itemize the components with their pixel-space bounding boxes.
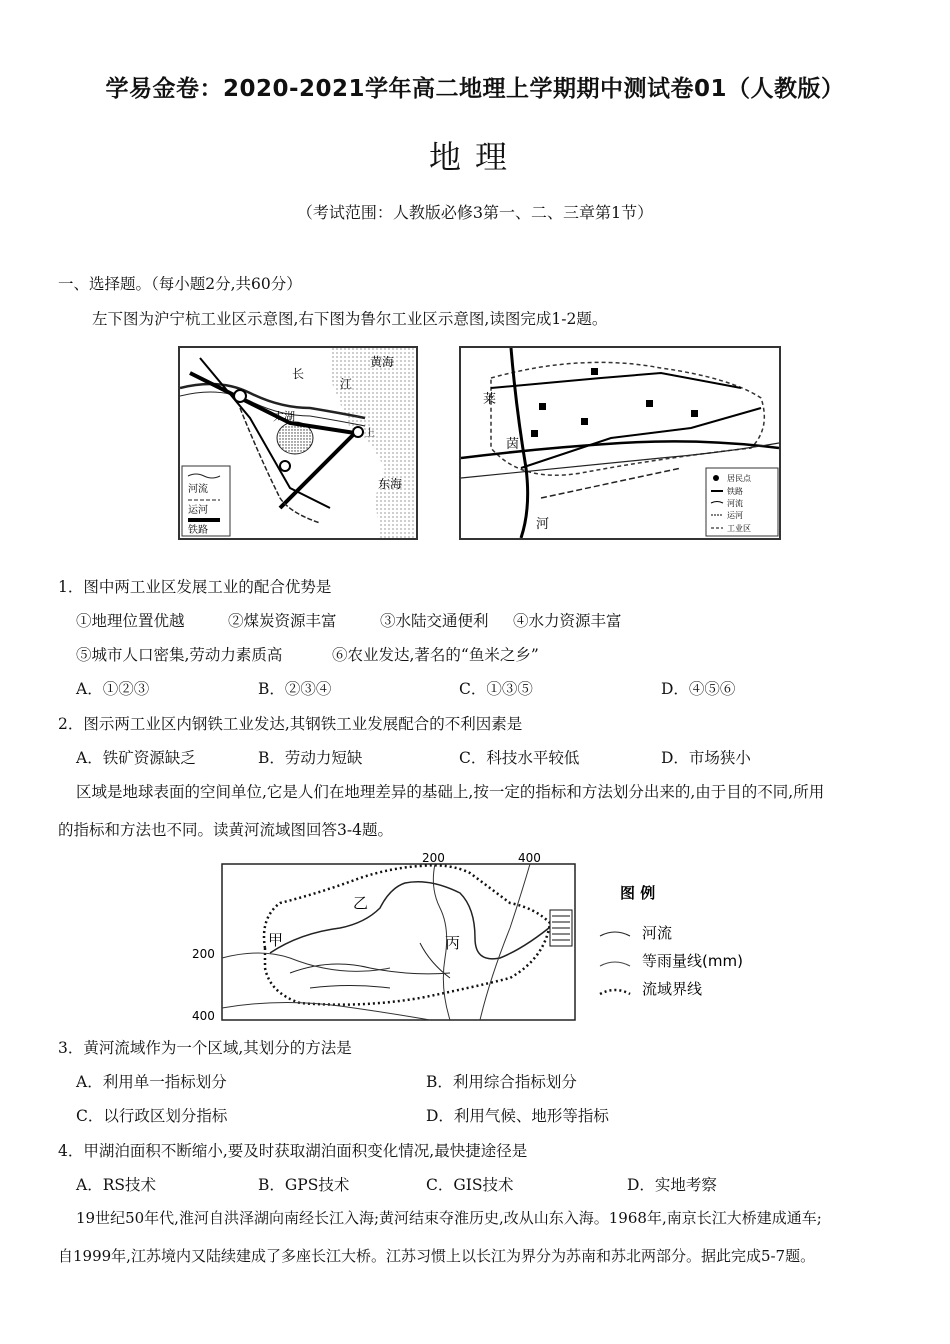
q1-item-2: ②煤炭资源丰富 <box>228 612 337 630</box>
legend-river-r: 河流 <box>727 499 743 508</box>
legend-settlement-icon <box>713 475 719 481</box>
q1-item-6: ⑥农业发达,著名的“鱼米之乡” <box>332 646 539 664</box>
legend-river: 河流 <box>188 484 208 495</box>
settlement-3 <box>531 430 538 437</box>
intro-q5-7-line2: 自1999年,江苏境内又陆续建成了多座长江大桥。江苏习惯上以长江为界分为苏南和苏北两部分。据此完成5-7题。 <box>58 1247 816 1265</box>
city-hangzhou <box>280 461 290 471</box>
city-shanghai <box>353 427 363 437</box>
label-huanghai: 黄海 <box>370 355 395 369</box>
label-lai: 莱 <box>483 392 497 407</box>
q1-item-5: ⑤城市人口密集,劳动力素质高 <box>76 646 283 664</box>
label-he: 河 <box>536 517 550 532</box>
q2-option-c[interactable]: C．科技水平较低 <box>459 749 580 767</box>
q4-option-c[interactable]: C．GIS技术 <box>426 1176 514 1194</box>
q3-option-c[interactable]: C．以行政区划分指标 <box>76 1107 228 1125</box>
legend-boundary: 流域界线 <box>642 980 703 998</box>
q4-option-d[interactable]: D．实地考察 <box>627 1176 717 1194</box>
label-yi: 乙 <box>353 894 369 912</box>
q2-option-d[interactable]: D．市场狭小 <box>661 749 751 767</box>
q1-option-c[interactable]: C．①③⑤ <box>459 680 533 698</box>
city-nanjing <box>234 390 246 402</box>
q4-stem: 4．甲湖泊面积不断缩小,要及时获取湖泊面积变化情况,最快捷途径是 <box>58 1142 528 1160</box>
q1-item-1: ①地理位置优越 <box>76 612 185 630</box>
railway-middle <box>521 408 761 468</box>
yellow-river-drawing <box>190 848 770 1026</box>
intro-q1-2: 左下图为沪宁杭工业区示意图,右下图为鲁尔工业区示意图,读图完成1-2题。 <box>92 310 608 328</box>
legend-railway: 铁路 <box>188 525 208 536</box>
label-jia: 甲 <box>268 931 284 949</box>
q4-option-a[interactable]: A．RS技术 <box>76 1176 156 1194</box>
contour-label-200-left: 200 <box>192 947 215 961</box>
exam-scope: （考试范围：人教版必修3第一、二、三章第1节） <box>296 203 654 222</box>
section-heading: 一、选择题。（每小题2分,共60分） <box>58 275 302 293</box>
legend-canal: 运河 <box>188 505 208 516</box>
q2-option-a[interactable]: A．铁矿资源缺乏 <box>76 749 196 767</box>
legend-river-y: 河流 <box>642 924 673 942</box>
contour-label-200-top: 200 <box>422 851 445 865</box>
legend-zone: 工业区 <box>727 524 751 533</box>
legend-isohyet: 等雨量线(mm) <box>642 952 743 970</box>
q2-option-b[interactable]: B．劳动力短缺 <box>258 749 363 767</box>
q3-option-d[interactable]: D．利用气候、地形等指标 <box>426 1107 609 1125</box>
map-huninghang-drawing <box>180 348 416 538</box>
paper-title: 学易金卷：2020-2021学年高二地理上学期期中测试卷01（人教版） <box>105 76 845 102</box>
q1-stem: 1．图中两工业区发展工业的配合优势是 <box>58 578 332 596</box>
legend-isohyet-icon <box>600 962 630 966</box>
map-huninghang <box>178 346 418 540</box>
label-donghai: 东海 <box>378 477 403 491</box>
label-shanghai: 上 <box>365 428 375 439</box>
label-huang: 茵 <box>506 437 520 452</box>
q2-stem: 2．图示两工业区内钢铁工业发达,其钢铁工业发展配合的不利因素是 <box>58 715 523 733</box>
contour-label-400-left: 400 <box>192 1009 215 1023</box>
intro-q3-4-line2: 的指标和方法也不同。读黄河流域图回答3-4题。 <box>58 821 393 839</box>
legend-rail: 铁路 <box>727 487 743 496</box>
settlement-2 <box>539 403 546 410</box>
q3-option-b[interactable]: B．利用综合指标划分 <box>426 1073 577 1091</box>
legend-settlement: 居民点 <box>727 474 751 483</box>
map-ruhr-drawing <box>461 348 779 538</box>
settlement-5 <box>646 400 653 407</box>
q1-item-4: ④水力资源丰富 <box>513 612 622 630</box>
boundary-south <box>541 468 681 498</box>
q3-stem: 3．黄河流域作为一个区域,其划分的方法是 <box>58 1039 352 1057</box>
label-taihu: 太湖 <box>273 410 295 423</box>
contour-label-400-top: 400 <box>518 851 541 865</box>
legend-title: 图 例 <box>620 884 656 902</box>
settlement-6 <box>691 410 698 417</box>
settlement-1 <box>591 368 598 375</box>
subject-title: 地理 <box>428 138 521 176</box>
settlement-4 <box>581 418 588 425</box>
intro-q3-4-line1: 区域是地球表面的空间单位,它是人们在地理差异的基础上,按一定的指标和方法划分出来的,由于目的不同,所用 <box>76 783 825 801</box>
map-ruhr <box>459 346 781 540</box>
legend-canal-r: 运河 <box>727 511 743 520</box>
railway-north <box>491 373 741 388</box>
intro-q5-7-line1: 19世纪50年代,淮河自洪泽湖向南经长江入海;黄河结束夺淮历史,改从山东入海。1968年,南京长江大桥建成通车; <box>76 1209 822 1227</box>
q1-item-3: ③水陆交通便利 <box>380 612 489 630</box>
q1-option-a[interactable]: A．①②③ <box>76 680 150 698</box>
label-chang: 长 <box>292 367 305 381</box>
label-bing: 丙 <box>445 934 461 952</box>
q4-option-b[interactable]: B．GPS技术 <box>258 1176 350 1194</box>
label-jiang: 江 <box>340 377 353 391</box>
q3-option-a[interactable]: A．利用单一指标划分 <box>76 1073 227 1091</box>
q1-option-b[interactable]: B．②③④ <box>258 680 332 698</box>
legend-river-icon-y <box>600 932 630 936</box>
legend-boundary-icon <box>600 990 630 994</box>
yellow-river-figure <box>190 848 770 1026</box>
q1-option-d[interactable]: D．④⑤⑥ <box>661 680 736 698</box>
